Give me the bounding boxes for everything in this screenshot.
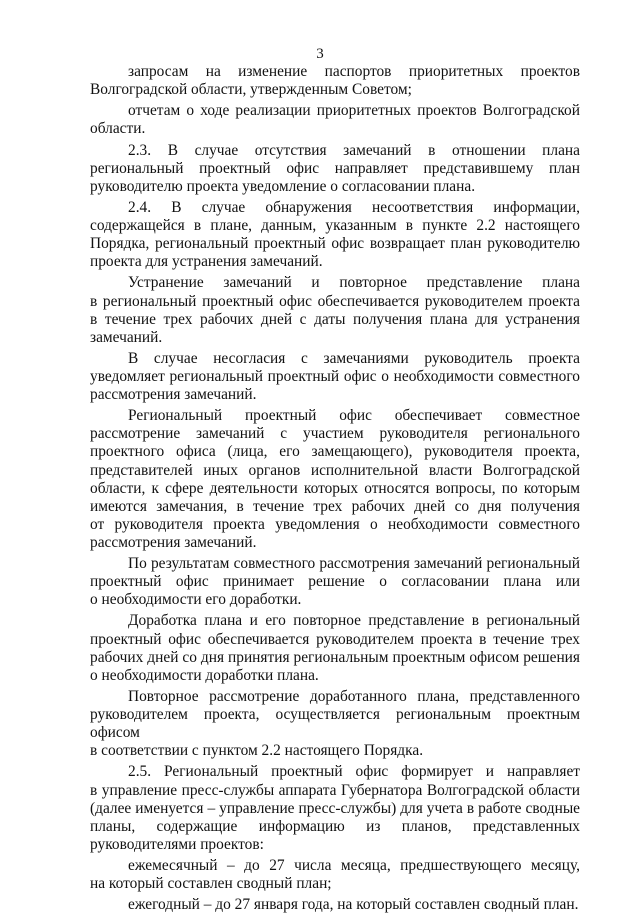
document-body [90, 63, 580, 917]
paragraph [90, 688, 580, 760]
text-line: 2.5. Региональный проектный офис формирует и направляет [128, 763, 580, 781]
paragraph [90, 407, 580, 552]
paragraph [90, 199, 580, 271]
text-line: в течение трех рабочих дней с даты получения плана для устранения [90, 310, 580, 328]
text-line: имеются замечания, в течение трех рабочих дней со дня получения [90, 497, 580, 515]
text-line: отчетам о ходе реализации приоритетных проектов Волгоградской [128, 102, 580, 120]
text-line: руководителями проектов: [90, 835, 264, 853]
paragraph [90, 102, 580, 138]
paragraph [90, 350, 580, 404]
text-line: от руководителя проекта уведомления о необходимости совместного [90, 515, 580, 533]
text-line: руководителю проекта уведомление о согласовании плана. [90, 177, 476, 195]
text-line: Волгоградской области, утвержденным Советом; [90, 81, 412, 99]
text-line: Повторное рассмотрение доработанного плана, представленного [128, 687, 580, 705]
text-line: в региональный проектный офис обеспечивается руководителем проекта [90, 292, 580, 310]
text-line: области, к сфере деятельности которых относятся вопросы, по которым [90, 479, 580, 497]
text-line: ежегодный – до 27 января года, на который составлен сводный план. [128, 896, 579, 914]
text-line: Устранение замечаний и повторное представление плана [128, 274, 580, 292]
paragraph [90, 274, 580, 346]
text-line: проекта для устранения замечаний. [90, 253, 323, 271]
paragraph [90, 555, 580, 609]
text-line: Доработка плана и его повторное представление в региональный [128, 612, 580, 630]
text-line: содержащейся в плане, данным, указанным в пункте 2.2 настоящего [90, 217, 580, 235]
text-line: о необходимости его доработки. [90, 591, 302, 609]
text-line: проектный офис принимает решение о согласовании плана или [90, 573, 580, 591]
paragraph [90, 142, 580, 196]
text-line: рабочих дней со дня принятия региональным проектным офисом решения [90, 648, 580, 666]
text-line: представителей иных органов исполнительной власти Волгоградской [90, 461, 580, 479]
text-line: (далее именуется – управление пресс-службы) для учета в работе сводные [90, 799, 580, 817]
paragraph [90, 612, 580, 684]
text-line: в управление пресс-службы аппарата Губернатора Волгоградской области [90, 781, 580, 799]
paragraph [90, 63, 580, 99]
text-line: области. [90, 120, 146, 138]
paragraph [90, 857, 580, 893]
text-line: проектного офиса (лица, его замещающего), руководителя проекта, [90, 443, 580, 461]
text-line: руководителем проекта, осуществляется региональным проектным офисом [90, 706, 580, 742]
text-line: на который составлен сводный план; [90, 875, 332, 893]
text-line: Региональный проектный офис обеспечивает совместное [128, 407, 580, 425]
text-line: замечаний. [90, 328, 163, 346]
text-line: уведомляет региональный проектный офис о необходимости совместного [90, 367, 580, 385]
page-number: 3 [316, 46, 324, 62]
text-line: рассмотрение замечаний с участием руководителя регионального [90, 425, 580, 443]
text-line: в соответствии с пунктом 2.2 настоящего Порядка. [90, 742, 424, 760]
text-line: рассмотрения замечаний. [90, 533, 257, 551]
text-line: ежемесячный – до 27 числа месяца, предшествующего месяцу, [128, 856, 580, 874]
text-line: региональный проектный офис направляет представившему план [90, 159, 580, 177]
text-line: 2.3. В случае отсутствия замечаний в отношении плана [128, 141, 580, 159]
text-line: По результатам совместного рассмотрения замечаний региональный [128, 555, 580, 573]
text-line: проектный офис обеспечивается руководителем проекта в течение трех [90, 630, 580, 648]
paragraph [90, 763, 580, 853]
text-line: рассмотрения замечаний. [90, 386, 257, 404]
text-line: о необходимости доработки плана. [90, 666, 319, 684]
text-line: запросам на изменение паспортов приоритетных проектов [128, 63, 580, 80]
paragraph [90, 896, 580, 914]
text-line: Порядка, региональный проектный офис возвращает план руководителю [90, 235, 580, 253]
text-line: планы, содержащие информацию из планов, представленных [90, 817, 580, 835]
text-line: В случае несогласия с замечаниями руководитель проекта [128, 349, 580, 367]
text-line: 2.4. В случае обнаружения несоответствия информации, [128, 198, 580, 216]
